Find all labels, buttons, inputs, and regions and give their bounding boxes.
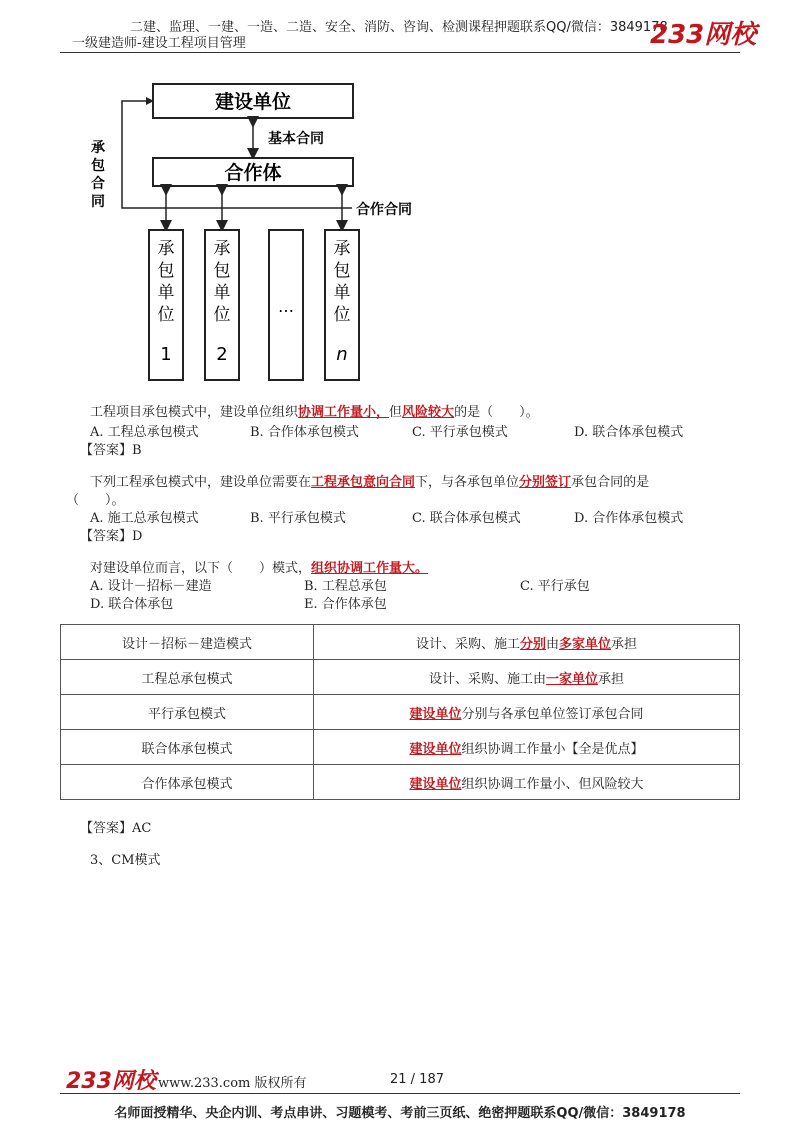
unit-number-2: 2	[216, 344, 228, 365]
header-subject: 一级建造师-建设工程项目管理	[72, 36, 246, 51]
basic-contract-label: 基本合同	[268, 131, 324, 147]
coop-contract-label: 合作合同	[356, 202, 412, 218]
q2-option-c: C. 联合体承包模式	[412, 511, 521, 526]
consortium-label: 合作体	[224, 162, 282, 184]
q1-option-d: D. 联合体承包模式	[574, 425, 684, 440]
q2-stem: 下列工程承包模式中，建设单位需要在工程承包意向合同下，与各承包单位分别签订承包合同的是	[90, 475, 650, 490]
svg-text:位: 位	[333, 305, 351, 325]
table-row: 工程总承包模式 设计、采购、施工由一家单位承担	[61, 660, 740, 695]
footer-logo: 233网校	[66, 1069, 156, 1094]
q1-option-a: A. 工程总承包模式	[90, 425, 199, 440]
svg-text:位: 位	[213, 305, 231, 325]
q3-stem: 对建设单位而言，以下（ ）模式，组织协调工作量大。	[90, 561, 429, 576]
mode-comparison-table	[60, 624, 740, 800]
page-number: 21 / 187	[390, 1072, 444, 1087]
table-row: 合作体承包模式 建设单位组织协调工作量小、但风险较大	[61, 765, 740, 800]
q1-answer: 【答案】B	[80, 443, 142, 458]
q3-option-a: A. 设计－招标－建造	[90, 579, 212, 594]
q3-option-d: D. 联合体承包	[90, 597, 174, 612]
unit-ellipsis: …	[278, 297, 294, 316]
svg-text:承: 承	[333, 239, 351, 259]
q1-option-c: C. 平行承包模式	[412, 425, 508, 440]
svg-text:单: 单	[157, 283, 175, 303]
q3-option-e: E. 合作体承包	[304, 597, 387, 612]
q1-stem: 工程项目承包模式中，建设单位组织协调工作量小，但风险较大的是（ ）。	[90, 405, 539, 420]
q2-option-d: D. 合作体承包模式	[574, 511, 684, 526]
contract-structure-diagram	[0, 0, 800, 400]
footer-copyright: www.233.com 版权所有	[158, 1076, 307, 1091]
footer-divider	[60, 1093, 740, 1094]
svg-text:位: 位	[157, 305, 175, 325]
svg-text:承: 承	[213, 239, 231, 259]
q2-stem-cont: （ ）。	[66, 493, 125, 508]
table-row: 设计－招标－建造模式 设计、采购、施工分别由多家单位承担	[61, 625, 740, 660]
q1-option-b: B. 合作体承包模式	[250, 425, 359, 440]
unit-number-n: n	[336, 344, 348, 365]
header-logo: 233网校	[650, 20, 757, 50]
footer-ad: 名师面授精华、央企内训、考点串讲、习题模考、考前三页纸、绝密押题联系QQ/微信：3849178	[114, 1106, 686, 1121]
svg-text:承: 承	[157, 239, 175, 259]
table-answer: 【答案】AC	[80, 821, 152, 836]
q3-option-b: B. 工程总承包	[304, 579, 387, 594]
owner-label: 建设单位	[214, 91, 292, 113]
section-heading: 3、CM模式	[90, 853, 161, 868]
table-row: 联合体承包模式 建设单位组织协调工作量小【全是优点】	[61, 730, 740, 765]
svg-text:包: 包	[213, 261, 231, 281]
header-contact-line: 二建、监理、一建、一造、二造、安全、消防、咨询、检测课程押题联系QQ/微信：3849178	[130, 20, 668, 35]
svg-text:单: 单	[333, 283, 351, 303]
q2-option-a: A. 施工总承包模式	[90, 511, 199, 526]
q3-option-c: C. 平行承包	[520, 579, 590, 594]
svg-text:包: 包	[157, 261, 175, 281]
q2-answer: 【答案】D	[80, 529, 143, 544]
q2-option-b: B. 平行承包模式	[250, 511, 346, 526]
side-label-1: 包	[91, 158, 105, 174]
side-label-3: 同	[91, 194, 105, 210]
svg-text:单: 单	[213, 283, 231, 303]
side-label-2: 合	[91, 176, 105, 192]
svg-text:包: 包	[333, 261, 351, 281]
table-row: 平行承包模式 建设单位分别与各承包单位签订承包合同	[61, 695, 740, 730]
unit-number-1: 1	[160, 344, 172, 365]
side-label-0: 承	[91, 140, 105, 156]
